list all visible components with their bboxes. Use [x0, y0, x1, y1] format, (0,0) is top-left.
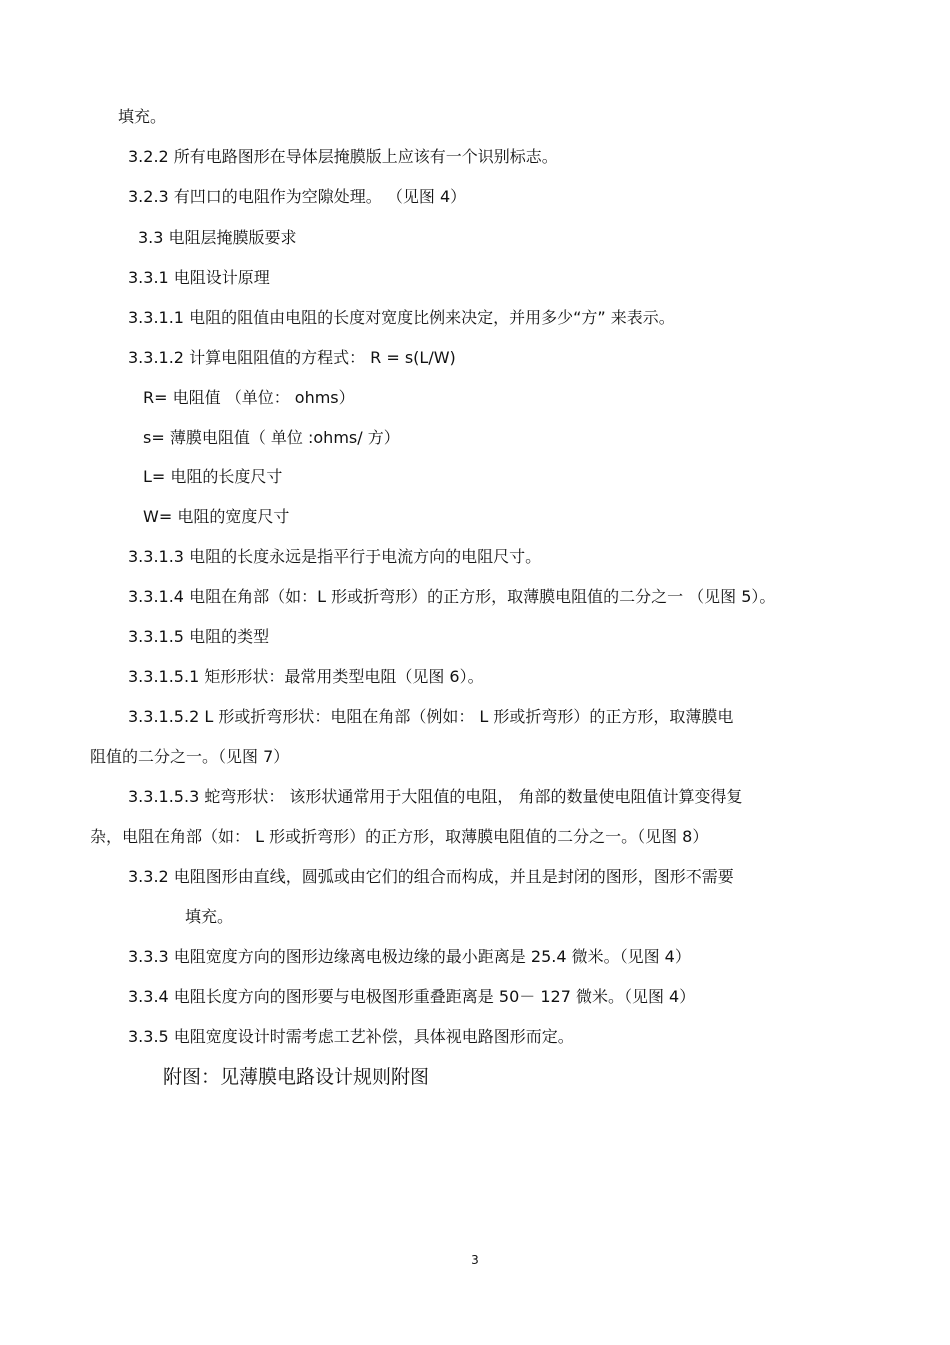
text-line: 3.3.1.5.1 矩形形状：最常用类型电阻（见图 6）。: [128, 667, 484, 686]
text-line: 杂，电阻在角部（如： L 形或折弯形）的正方形，取薄膜电阻值的二分之一。（见图 8）: [90, 827, 709, 846]
text-line: L= 电阻的长度尺寸: [143, 467, 283, 486]
text-line: 3.3.1 电阻设计原理: [128, 268, 270, 287]
appendix-heading: 附图：见薄膜电路设计规则附图: [163, 1066, 430, 1088]
text-line: 3.3.1.1 电阻的阻值由电阻的长度对宽度比例来决定，并用多少“方” 来表示。: [128, 308, 675, 327]
text-line: 填充。: [185, 907, 234, 926]
section-heading: 3.3 电阻层掩膜版要求: [138, 228, 297, 247]
text-line: W= 电阻的宽度尺寸: [143, 507, 290, 526]
text-line: 3.3.1.2 计算电阻阻值的方程式： R = s(L/W): [128, 348, 456, 367]
text-line: 阻值的二分之一。（见图 7）: [90, 747, 290, 766]
text-line: 3.3.1.5.2 L 形或折弯形状：电阻在角部（例如： L 形或折弯形）的正方形，取薄膜电: [128, 707, 734, 726]
text-line: 3.2.3 有凹口的电阻作为空隙处理。 （见图 4）: [128, 187, 467, 206]
text-line: s= 薄膜电阻值（ 单位 :ohms/ 方）: [143, 428, 400, 447]
text-line: 3.3.1.3 电阻的长度永远是指平行于电流方向的电阻尺寸。: [128, 547, 542, 566]
text-line: 3.2.2 所有电路图形在导体层掩膜版上应该有一个识别标志。: [128, 147, 558, 166]
text-line: 3.3.1.5.3 蛇弯形状： 该形状通常用于大阻值的电阻， 角部的数量使电阻值计算变得复: [128, 787, 743, 806]
text-line: 3.3.2 电阻图形由直线，圆弧或由它们的组合而构成，并且是封闭的图形，图形不需要: [128, 867, 734, 886]
text-line: 3.3.1.4 电阻在角部（如：L 形或折弯形）的正方形，取薄膜电阻值的二分之一 （见图 5）。: [128, 587, 776, 606]
text-line: 填充。: [118, 107, 167, 126]
text-line: 3.3.4 电阻长度方向的图形要与电极图形重叠距离是 50－ 127 微米。（见图 4）: [128, 987, 696, 1006]
text-line: 3.3.3 电阻宽度方向的图形边缘离电极边缘的最小距离是 25.4 微米。（见图 4）: [128, 947, 691, 966]
text-line: R= 电阻值 （单位： ohms）: [143, 388, 355, 407]
page-number: 3: [471, 1253, 479, 1267]
text-line: 3.3.1.5 电阻的类型: [128, 627, 270, 646]
text-line: 3.3.5 电阻宽度设计时需考虑工艺补偿，具体视电路图形而定。: [128, 1027, 574, 1046]
